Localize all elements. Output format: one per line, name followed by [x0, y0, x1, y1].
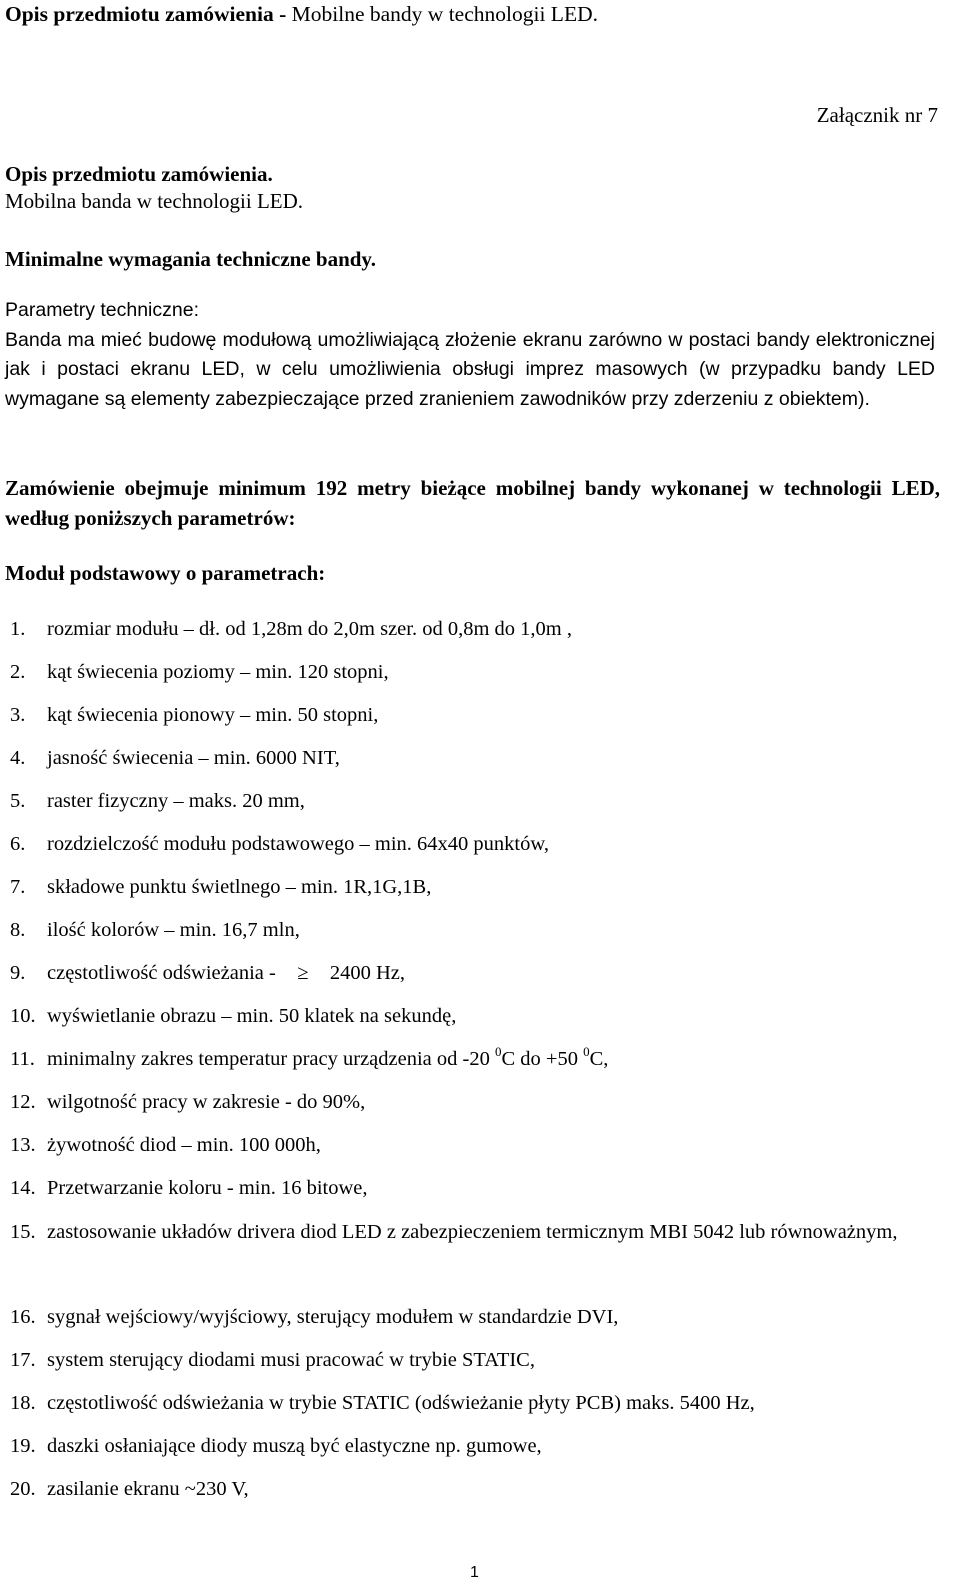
item-text: zasilanie ekranu ~230 V,	[47, 1478, 249, 1500]
item-number: 17.	[10, 1349, 36, 1371]
item-number: 18.	[10, 1392, 36, 1414]
document-header	[5, 2, 598, 27]
item-number: 5.	[10, 790, 26, 812]
header-title-rest: Mobilne bandy w technologii LED.	[286, 2, 598, 26]
list-item	[10, 1435, 542, 1458]
item-text: żywotność diod – min. 100 000h,	[47, 1134, 321, 1156]
document-title: Opis przedmiotu zamówienia.	[5, 162, 273, 186]
degree-superscript: 0	[583, 1044, 590, 1059]
item-number: 15.	[10, 1221, 36, 1243]
item-number: 12.	[10, 1091, 36, 1113]
list-item	[10, 618, 572, 641]
item-number: 19.	[10, 1435, 36, 1457]
list-item	[10, 1134, 321, 1157]
item-number: 1.	[10, 618, 26, 640]
item-text: wilgotność pracy w zakresie - do 90%,	[47, 1091, 366, 1113]
item-text-part: C do +50	[501, 1048, 584, 1070]
item-number: 14.	[10, 1177, 36, 1199]
item-text: częstotliwość odświeżania -	[47, 962, 276, 984]
item-number: 6.	[10, 833, 26, 855]
item-number: 8.	[10, 919, 26, 941]
list-item	[10, 1177, 368, 1200]
list-item	[10, 1392, 755, 1415]
item-number: 20.	[10, 1478, 36, 1500]
item-text: Przetwarzanie koloru - min. 16 bitowe,	[47, 1177, 368, 1199]
greater-or-equal-symbol: ≥	[297, 962, 309, 984]
item-number: 10.	[10, 1005, 36, 1027]
attachment-label: Załącznik nr 7	[816, 103, 938, 127]
item-text-value: 2400 Hz,	[329, 962, 405, 984]
list-item	[10, 1210, 940, 1254]
item-number: 7.	[10, 876, 26, 898]
degree-superscript: 0	[494, 1044, 502, 1059]
technical-parameters-label: Parametry techniczne:	[5, 299, 200, 321]
technical-parameters-text: Banda ma mieć budowę modułową umożliwiającą złożenie ekranu zarówno w postaci bandy elektronicznej jak i postaci ekranu LED, w celu umożliwienia obsługi imprez masowych (w przypadku bandy LED wymagane są elementy zabezpieczające przed zranieniem zawodników przy zderzeniu z obiektem).	[5, 328, 935, 410]
item-text: kąt świecenia poziomy – min. 120 stopni,	[47, 661, 389, 683]
list-item	[10, 1005, 456, 1028]
list-item	[10, 962, 405, 985]
item-text: zastosowanie układów drivera diod LED z zabezpieczeniem termicznym MBI 5042 lub równoważnym,	[47, 1221, 898, 1243]
item-text: kąt świecenia pionowy – min. 50 stopni,	[47, 704, 379, 726]
list-item	[10, 704, 378, 727]
page-number: 1	[470, 1564, 479, 1581]
item-text: ilość kolorów – min. 16,7 mln,	[47, 919, 300, 941]
list-item	[10, 833, 549, 856]
min-requirements-heading: Minimalne wymagania techniczne bandy.	[5, 247, 377, 271]
item-text: rozdzielczość modułu podstawowego – min. 64x40 punktów,	[47, 833, 549, 855]
item-number: 2.	[10, 661, 26, 683]
item-text: sygnał wejściowy/wyjściowy, sterujący modułem w standardzie DVI,	[47, 1306, 619, 1328]
item-text-part: C,	[589, 1048, 609, 1070]
technical-parameters-section	[5, 296, 935, 414]
item-number: 16.	[10, 1306, 36, 1328]
item-number: 4.	[10, 747, 26, 769]
item-number: 11.	[10, 1048, 35, 1070]
item-text: system sterujący diodami musi pracować w trybie STATIC,	[47, 1349, 535, 1371]
list-item	[10, 661, 389, 684]
list-item	[10, 1044, 609, 1071]
list-item	[10, 919, 300, 942]
list-item	[10, 1478, 249, 1501]
item-text: składowe punktu świetlnego – min. 1R,1G,1B,	[47, 876, 432, 898]
order-paragraph: Zamówienie obejmuje minimum 192 metry bieżące mobilnej bandy wykonanej w technologii LED, według poniższych parametrów:	[5, 476, 940, 530]
item-text: minimalny zakres temperatur pracy urządzenia od -20	[47, 1048, 495, 1070]
item-text: rozmiar modułu – dł. od 1,28m do 2,0m szer. od 0,8m do 1,0m ,	[47, 618, 572, 640]
module-heading: Moduł podstawowy o parametrach:	[5, 561, 326, 585]
document-subtitle: Mobilna banda w technologii LED.	[5, 189, 304, 213]
item-number: 3.	[10, 704, 26, 726]
item-text: raster fizyczny – maks. 20 mm,	[47, 790, 305, 812]
list-item	[10, 1091, 365, 1114]
item-number: 9.	[10, 962, 26, 984]
item-text: częstotliwość odświeżania w trybie STATIC (odświeżanie płyty PCB) maks. 5400 Hz,	[47, 1392, 755, 1414]
list-item	[10, 790, 305, 813]
list-item	[10, 1306, 618, 1329]
item-text: daszki osłaniające diody muszą być elastyczne np. gumowe,	[47, 1435, 542, 1457]
list-item	[10, 876, 431, 899]
item-text: jasność świecenia – min. 6000 NIT,	[47, 747, 340, 769]
list-item	[10, 747, 340, 770]
greater-or-equal-icon	[276, 962, 330, 985]
item-number: 13.	[10, 1134, 36, 1156]
item-text: wyświetlanie obrazu – min. 50 klatek na sekundę,	[47, 1005, 457, 1027]
header-title-bold: Opis przedmiotu zamówienia -	[5, 2, 287, 26]
list-item	[10, 1349, 535, 1372]
